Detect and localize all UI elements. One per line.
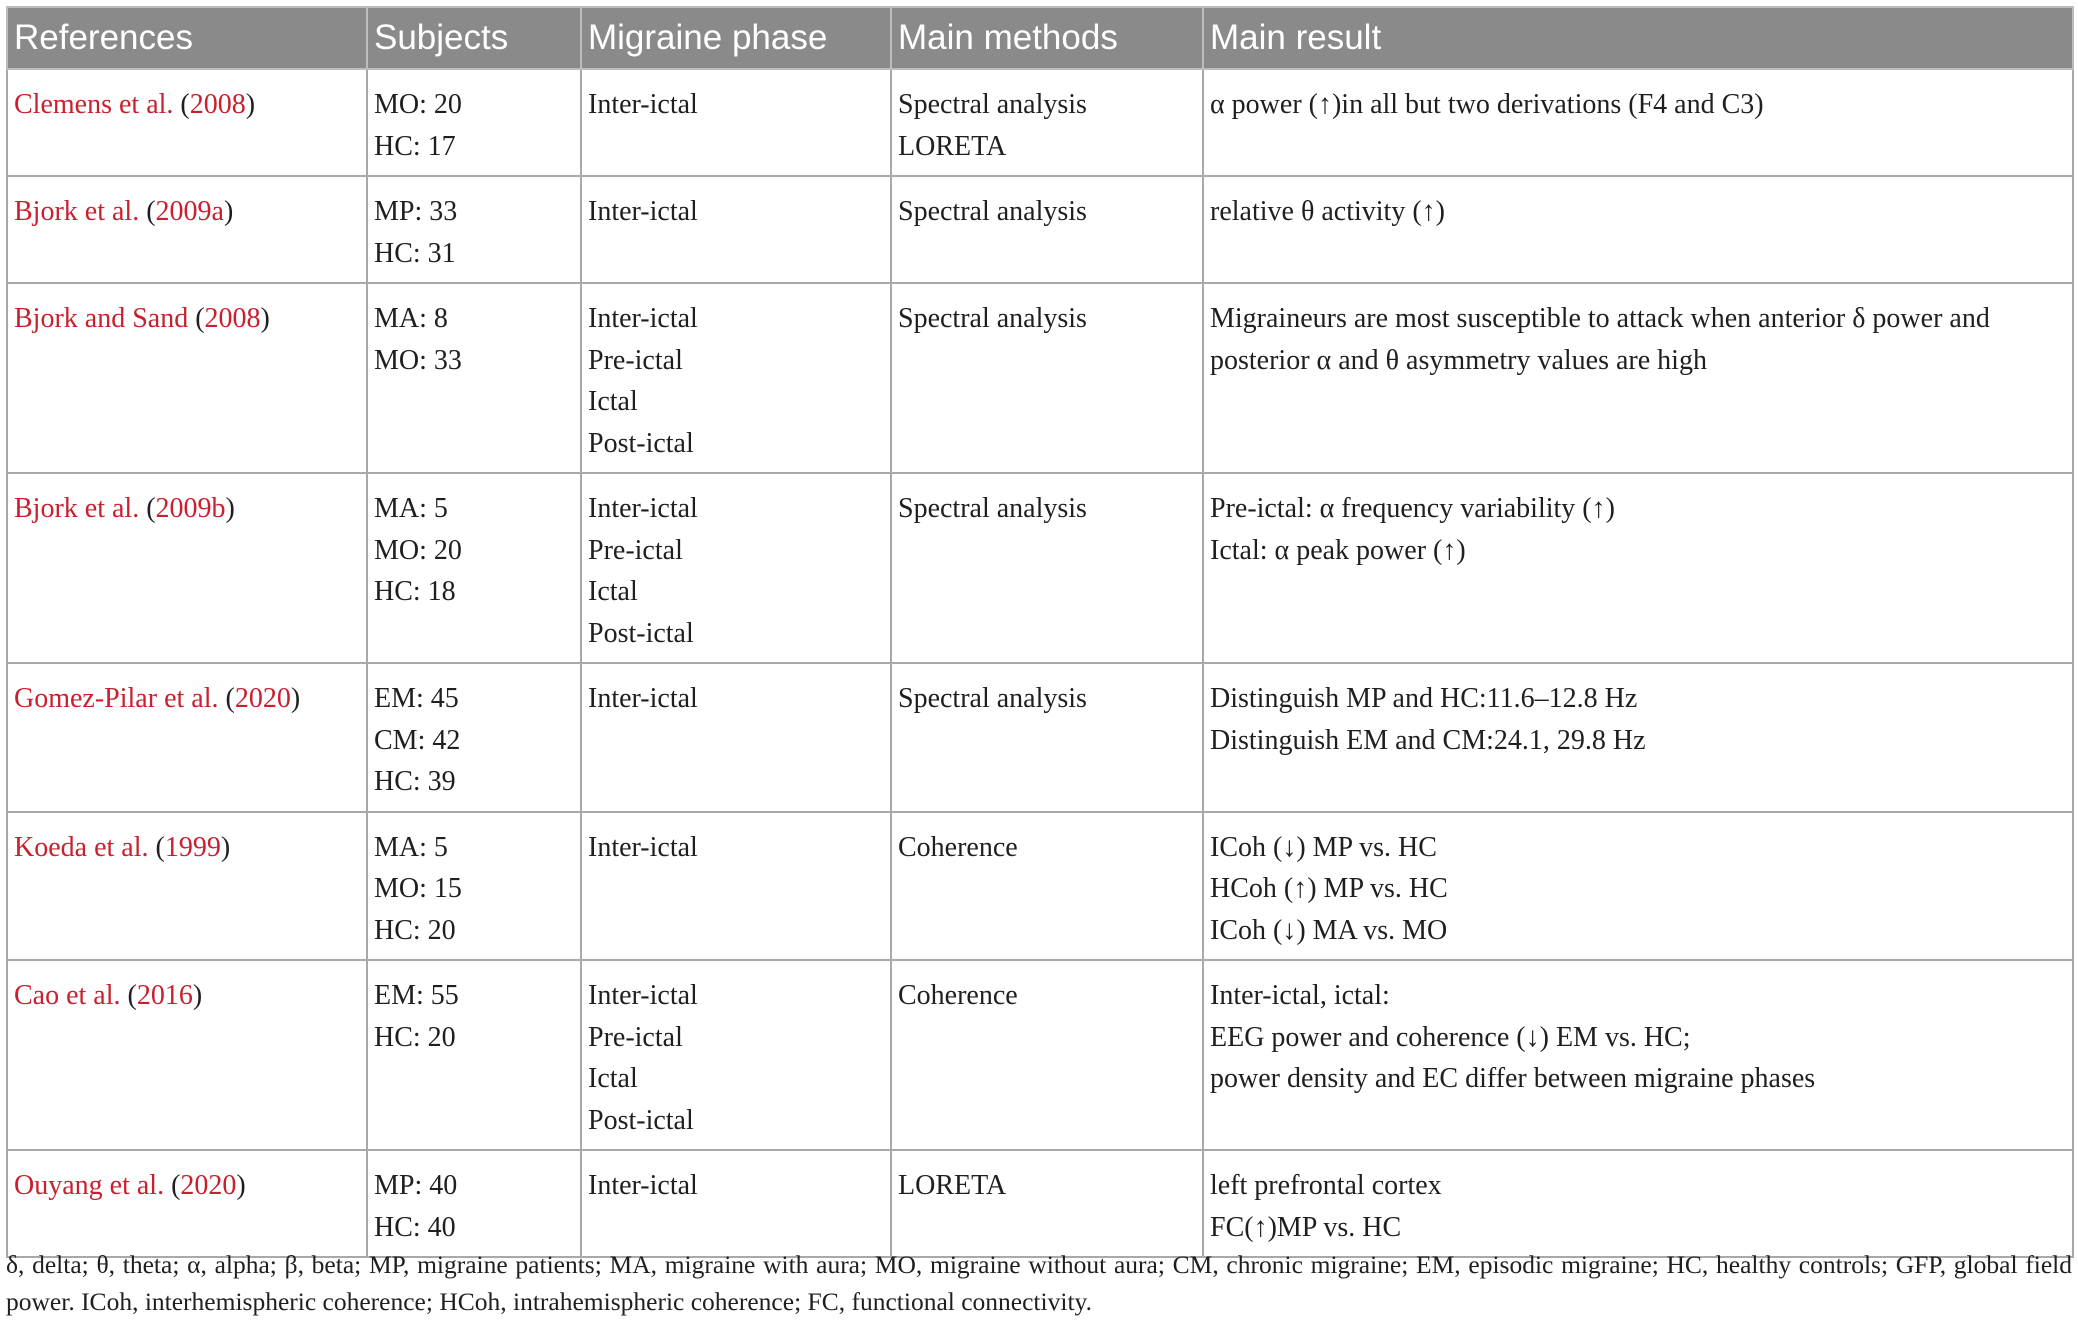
reference-cell	[7, 960, 367, 1150]
subjects-line: MP: 33	[374, 196, 458, 227]
phase-line: Pre-ictal	[588, 534, 683, 566]
main-result-cell	[1203, 473, 2073, 663]
methods-line: Spectral analysis	[898, 303, 1087, 334]
result-line: left prefrontal cortex	[1210, 1170, 1442, 1201]
main-methods-cell	[891, 812, 1203, 961]
migraine-phase-cell	[581, 176, 891, 283]
paren-open: (	[164, 1170, 181, 1201]
phase-line: Inter-ictal	[588, 683, 698, 714]
main-result-cell	[1203, 663, 2073, 812]
result-line: Distinguish MP and HC:11.6–12.8 Hz	[1210, 683, 1638, 714]
table-row	[7, 473, 2073, 663]
subjects-line: MA: 5	[374, 831, 448, 863]
table-row	[7, 663, 2073, 812]
migraine-phase-cell	[581, 69, 891, 176]
table-row	[7, 960, 2073, 1150]
subjects-line: EM: 45	[374, 683, 459, 714]
paren-open: (	[188, 303, 205, 334]
table-row	[7, 176, 2073, 283]
header-main-result: Main result	[1203, 7, 2073, 69]
main-result-cell	[1203, 812, 2073, 961]
phase-line: Inter-ictal	[588, 831, 698, 863]
table-row	[7, 812, 2073, 961]
main-result-cell	[1203, 283, 2073, 473]
migraine-phase-cell	[581, 663, 891, 812]
subjects-cell	[367, 283, 581, 473]
paren-open: (	[139, 493, 156, 524]
subjects-cell	[367, 69, 581, 176]
result-line: Pre-ictal: α frequency variability (↑)	[1210, 493, 1615, 524]
result-line: HCoh (↑) MP vs. HC	[1210, 873, 1448, 904]
phase-line: Inter-ictal	[588, 493, 698, 524]
subjects-cell	[367, 960, 581, 1150]
paren-open: (	[139, 196, 156, 227]
subjects-line: HC: 18	[374, 576, 456, 607]
citation-author-link[interactable]: Bjork et al.	[14, 196, 140, 227]
subjects-cell	[367, 663, 581, 812]
migraine-phase-cell	[581, 960, 891, 1150]
reference-cell	[7, 69, 367, 176]
paren-close: )	[245, 89, 256, 120]
subjects-line: MO: 15	[374, 873, 462, 904]
citation-author-link[interactable]: Cao et al.	[14, 980, 121, 1011]
references-table	[6, 6, 2074, 1258]
table-container	[6, 6, 2072, 1258]
main-methods-cell	[891, 960, 1203, 1150]
subjects-line: HC: 40	[374, 1211, 456, 1243]
paren-close: )	[223, 196, 234, 227]
methods-line: LORETA	[898, 1170, 1007, 1201]
table-row	[7, 69, 2073, 176]
paren-close: )	[192, 980, 203, 1011]
citation-author-link[interactable]: Bjork et al.	[14, 493, 140, 524]
citation-author-link[interactable]: Clemens et al.	[14, 89, 174, 120]
phase-line: Ictal	[588, 386, 638, 417]
phase-line: Post-ictal	[588, 617, 694, 649]
subjects-cell	[367, 176, 581, 283]
result-line: Migraineurs are most susceptible to attack when anterior δ power and posterior α and θ asymmetry values are high	[1210, 303, 1990, 376]
migraine-phase-cell	[581, 812, 891, 961]
main-methods-cell	[891, 69, 1203, 176]
main-result-cell	[1203, 960, 2073, 1150]
citation-year-link[interactable]: 2020	[234, 683, 291, 714]
citation-author-link[interactable]: Koeda et al.	[14, 831, 149, 863]
subjects-line: MO: 20	[374, 89, 462, 120]
subjects-line: HC: 39	[374, 766, 456, 797]
result-line: relative θ activity (↑)	[1210, 196, 1445, 227]
subjects-line: MP: 40	[374, 1170, 458, 1201]
migraine-phase-cell	[581, 473, 891, 663]
paren-open: (	[120, 980, 137, 1011]
phase-line: Ictal	[588, 576, 638, 607]
main-methods-cell	[891, 176, 1203, 283]
reference-cell	[7, 283, 367, 473]
paren-close: )	[260, 303, 270, 334]
citation-year-link[interactable]: 2009b	[155, 493, 226, 524]
paren-close: )	[225, 493, 235, 524]
main-methods-cell	[891, 473, 1203, 663]
methods-line: Coherence	[898, 980, 1018, 1011]
subjects-line: HC: 31	[374, 237, 456, 269]
citation-year-link[interactable]: 2020	[180, 1170, 237, 1201]
main-result-cell	[1203, 1150, 2073, 1257]
methods-line: Coherence	[898, 831, 1018, 863]
methods-line: Spectral analysis	[898, 493, 1087, 524]
paren-open: (	[148, 831, 165, 863]
phase-line: Inter-ictal	[588, 1170, 698, 1201]
result-line: Inter-ictal, ictal:	[1210, 980, 1390, 1011]
reference-cell	[7, 176, 367, 283]
result-line: α power (↑)in all but two derivations (F4 and C3)	[1210, 89, 1764, 120]
main-result-cell	[1203, 69, 2073, 176]
paren-close: )	[290, 683, 301, 714]
result-line: power density and EC differ between migraine phases	[1210, 1063, 1816, 1094]
phase-line: Ictal	[588, 1063, 638, 1094]
phase-line: Pre-ictal	[588, 1021, 683, 1053]
citation-author-link[interactable]: Ouyang et al.	[14, 1170, 165, 1201]
result-line: ICoh (↓) MP vs. HC	[1210, 831, 1437, 863]
methods-line: Spectral analysis	[898, 89, 1087, 120]
citation-year-link[interactable]: 2009a	[155, 196, 224, 227]
subjects-line: HC: 17	[374, 130, 456, 162]
subjects-line: MO: 33	[374, 344, 462, 376]
methods-line: Spectral analysis	[898, 683, 1087, 714]
subjects-cell	[367, 473, 581, 663]
table-body	[7, 69, 2073, 1257]
header-migraine-phase: Migraine phase	[581, 7, 891, 69]
subjects-line: MO: 20	[374, 534, 462, 566]
result-line: Ictal: α peak power (↑)	[1210, 534, 1466, 566]
methods-line: Spectral analysis	[898, 196, 1087, 227]
migraine-phase-cell	[581, 283, 891, 473]
table-footnote: δ, delta; θ, theta; α, alpha; β, beta; MP, migraine patients; MA, migraine with aura; MO, migraine without aura; CM, chronic migraine; EM, episodic migraine; HC, healthy controls; GFP, global field power. ICoh, interhemispheric coherence; HCoh, intrahemispheric coherence; FC, functional connectivity.	[6, 1250, 2072, 1316]
reference-cell	[7, 473, 367, 663]
table-row	[7, 283, 2073, 473]
table-row	[7, 1150, 2073, 1257]
subjects-cell	[367, 1150, 581, 1257]
subjects-line: EM: 55	[374, 980, 459, 1011]
phase-line: Inter-ictal	[588, 303, 698, 334]
phase-line: Pre-ictal	[588, 344, 683, 376]
result-line: Distinguish EM and CM:24.1, 29.8 Hz	[1210, 724, 1646, 756]
citation-author-link[interactable]: Bjork and Sand	[14, 303, 189, 334]
paren-close: )	[220, 831, 231, 863]
main-result-cell	[1203, 176, 2073, 283]
citation-year-link[interactable]: 2008	[204, 303, 261, 334]
header-row	[7, 7, 2073, 69]
methods-line: LORETA	[898, 130, 1007, 162]
main-methods-cell	[891, 663, 1203, 812]
phase-line: Inter-ictal	[588, 196, 698, 227]
reference-cell	[7, 812, 367, 961]
subjects-line: CM: 42	[374, 724, 461, 756]
result-line: FC(↑)MP vs. HC	[1210, 1211, 1402, 1243]
subjects-line: HC: 20	[374, 914, 456, 946]
reference-cell	[7, 1150, 367, 1257]
citation-year-link[interactable]: 2016	[136, 980, 193, 1011]
reference-cell	[7, 663, 367, 812]
header-main-methods: Main methods	[891, 7, 1203, 69]
subjects-line: HC: 20	[374, 1021, 456, 1053]
phase-line: Inter-ictal	[588, 89, 698, 120]
phase-line: Inter-ictal	[588, 980, 698, 1011]
phase-line: Post-ictal	[588, 1104, 694, 1136]
subjects-cell	[367, 812, 581, 961]
result-line: ICoh (↓) MA vs. MO	[1210, 914, 1448, 946]
header-subjects: Subjects	[367, 7, 581, 69]
citation-year-link[interactable]: 1999	[164, 831, 221, 863]
subjects-line: MA: 8	[374, 303, 448, 334]
paren-close: )	[236, 1170, 246, 1201]
paren-open: (	[173, 89, 190, 120]
result-line: EEG power and coherence (↓) EM vs. HC;	[1210, 1021, 1691, 1053]
citation-year-link[interactable]: 2008	[189, 89, 246, 120]
subjects-line: MA: 5	[374, 493, 448, 524]
phase-line: Post-ictal	[588, 427, 694, 459]
header-references: References	[7, 7, 367, 69]
paren-open: (	[218, 683, 235, 714]
citation-author-link[interactable]: Gomez-Pilar et al.	[14, 683, 219, 714]
main-methods-cell	[891, 1150, 1203, 1257]
migraine-phase-cell	[581, 1150, 891, 1257]
main-methods-cell	[891, 283, 1203, 473]
